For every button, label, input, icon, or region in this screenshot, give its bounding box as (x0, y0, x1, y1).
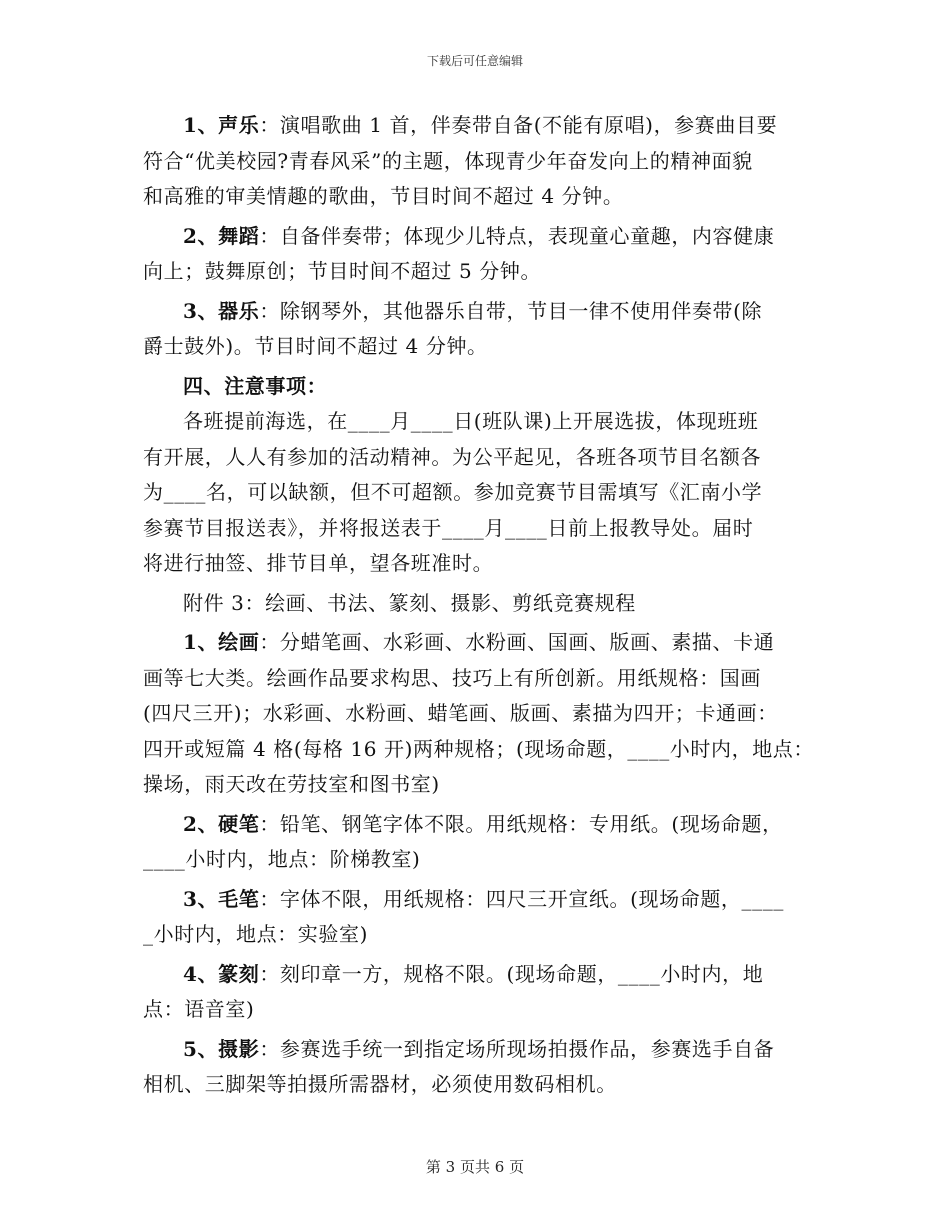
seal-line-1: 4、篆刻：刻印章一方，规格不限。(现场命题，____小时内，地 (183, 961, 764, 986)
instrument-line-2: 爵士鼓外)。节目时间不超过 4 分钟。 (143, 334, 488, 358)
painting-line-2: 画等七大类。绘画作品要求构思、技巧上有所创新。用纸规格：国画 (143, 665, 761, 690)
notes-line-5: 将进行抽签、排节目单，望各班准时。 (143, 551, 494, 575)
brush-line-1: 3、毛笔：字体不限，用纸规格：四尺三开宣纸。(现场命题，____ (183, 886, 784, 911)
hardpen-line-2: ____小时内，地点：阶梯教室) (143, 847, 421, 871)
attachment-title: 附件 3：绘画、书法、篆刻、摄影、剪纸竞赛规程 (183, 590, 636, 615)
dance-number: 2、舞蹈 (183, 223, 260, 248)
photo-line-1: 5、摄影：参赛选手统一到指定场所现场拍摄作品，参赛选手自备 (183, 1036, 775, 1061)
dance-line-2: 向上；鼓舞原创；节目时间不超过 5 分钟。 (143, 259, 542, 283)
painting-line-5: 操场，雨天改在劳技室和图书室) (143, 772, 440, 796)
notes-line-4: 参赛节目报送表》，并将报送表于____月____日前上报教导处。届时 (143, 515, 754, 540)
vocal-line-3: 和高雅的审美情趣的歌曲，节目时间不超过 4 分钟。 (143, 184, 624, 208)
brush-line-2: _小时内，地点：实验室) (143, 922, 369, 946)
vocal-number: 1、声乐 (183, 113, 260, 137)
painting-line-1: 1、绘画：分蜡笔画、水彩画、水粉画、国画、版画、素描、卡通 (183, 630, 775, 654)
page-footer: 第 3 页共 6 页 (425, 1158, 525, 1176)
page-header: 下载后可任意编辑 (426, 54, 523, 68)
hardpen-number: 2、硬笔 (183, 811, 260, 836)
vocal-line-2: 符合“优美校园?青春风采”的主题，体现青少年奋发向上的精神面貌 (143, 148, 753, 173)
painting-number: 1、绘画 (183, 630, 260, 654)
hardpen-line-1: 2、硬笔：铅笔、钢笔字体不限。用纸规格：专用纸。(现场命题， (183, 811, 783, 836)
dance-line-1: 2、舞蹈：自备伴奏带；体现少儿特点，表现童心童趣，内容健康 (183, 223, 775, 248)
painting-line-3: (四尺三开)；水彩画、水粉画、蜡笔画、版画、素描为四开；卡通画： (143, 701, 778, 725)
notes-heading: 四、注意事项： (183, 373, 328, 398)
notes-line-2: 有开展，人人有参加的活动精神。为公平起见，各班各项节目名额各 (143, 444, 761, 469)
seal-line-2: 点：语音室) (143, 997, 255, 1021)
photo-number: 5、摄影 (183, 1036, 260, 1061)
notes-line-3: 为____名，可以缺额，但不可超额。参加竞赛节目需填写《汇南小学 (143, 480, 763, 504)
brush-number: 3、毛笔 (183, 886, 260, 911)
document-body (143, 108, 833, 1103)
instrument-number: 3、器乐 (183, 298, 260, 323)
seal-number: 4、篆刻 (183, 961, 260, 986)
vocal-line-1: 1、声乐：演唱歌曲 1 首，伴奏带自备(不能有原唱)，参赛曲目要 (183, 113, 778, 137)
notes-line-1: 各班提前海选，在____月____日(班队课)上开展选拔，体现班班 (183, 409, 759, 433)
instrument-line-1: 3、器乐：除钢琴外，其他器乐自带，节目一律不使用伴奏带(除 (183, 298, 763, 323)
photo-line-2: 相机、三脚架等拍摄所需器材，必须使用数码相机。 (143, 1072, 617, 1096)
painting-line-4: 四开或短篇 4 格(每格 16 开)两种规格；(现场命题，____小时内，地点： (143, 736, 815, 761)
